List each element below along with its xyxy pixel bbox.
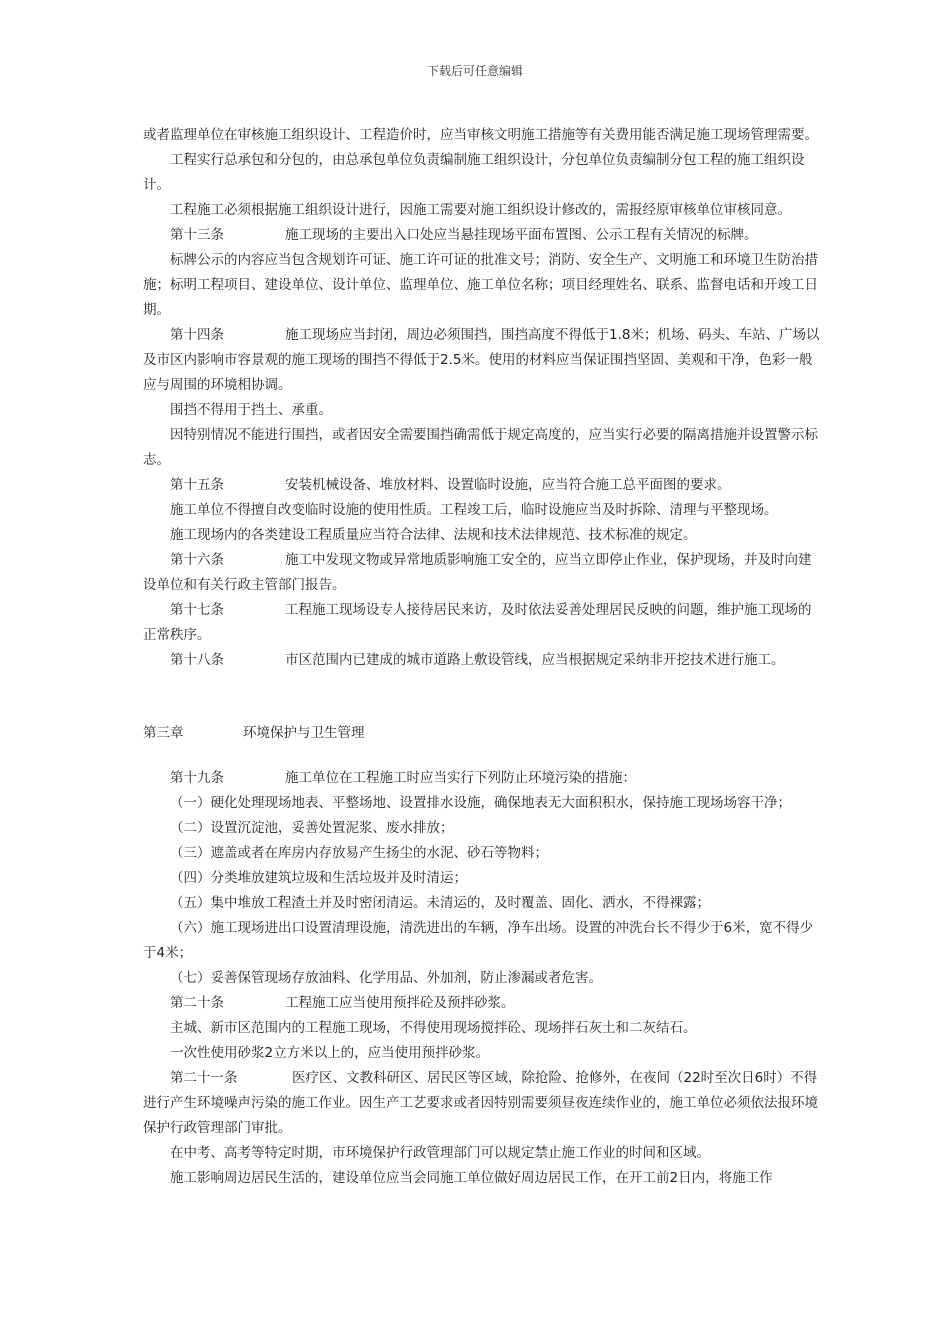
page-header: 下载后可任意编辑: [426, 64, 523, 78]
paragraph: 工程施工必须根据施工组织设计进行，因施工需要对施工组织设计修改的，需报经原审核单位审核同意。: [170, 202, 791, 218]
paragraph: 施工影响周边居民生活的，建设单位应当会同施工单位做好周边居民工作，在开工前2日内，将施工作: [170, 1170, 773, 1186]
article-text: 工程施工应当使用预拌砼及预拌砂浆。: [285, 995, 515, 1011]
paragraph: 在中考、高考等特定时期，市环境保护行政管理部门可以规定禁止施工作业的时间和区域。: [170, 1145, 710, 1161]
article-number: 第二十一条: [170, 1070, 238, 1086]
article-text: 施工现场应当封闭，周边必须围挡，围挡高度不得低于1.8米；机场、码头、车站、广场以及市区内影响市容景观的施工现场的围挡不得低于2.5米。使用的材料应当保证围挡坚固、美观和干净，色彩一般应与周围的环境相协调。: [143, 327, 820, 393]
article-18: [143, 648, 823, 673]
article-21: [143, 1066, 823, 1141]
document-body: [143, 123, 823, 1191]
article-19: [143, 766, 823, 791]
measure-item: （五）集中堆放工程渣土并及时密闭清运。未清运的，及时覆盖、固化、洒水，不得裸露；: [170, 895, 710, 911]
measure-item: （二）设置沉淀池，妥善处置泥浆、废水排放；: [170, 820, 454, 836]
measure-item: （三）遮盖或者在库房内存放易产生扬尘的水泥、砂石等物料；: [170, 845, 548, 861]
article-13: [143, 223, 823, 248]
article-number: 第十五条: [170, 477, 224, 493]
article-number: 第十三条: [170, 227, 224, 243]
chapter-title: 环境保护与卫生管理: [243, 725, 365, 741]
paragraph: 围挡不得用于挡土、承重。: [170, 402, 332, 418]
paragraph: 因特别情况不能进行围挡，或者因安全需要围挡确需低于规定高度的，应当实行必要的隔离措施并设置警示标志。: [143, 427, 818, 468]
article-number: 第十六条: [170, 552, 224, 568]
chapter-heading: [143, 721, 823, 746]
paragraph: 主城、新市区范围内的工程施工现场，不得使用现场搅拌砼、现场拌石灰土和二灰结石。: [170, 1020, 697, 1036]
article-14: [143, 323, 823, 398]
paragraph: 一次性使用砂浆2立方米以上的，应当使用预拌砂浆。: [170, 1045, 490, 1061]
paragraph: 施工单位不得擅自改变临时设施的使用性质。工程竣工后，临时设施应当及时拆除、清理与平整现场。: [170, 502, 778, 518]
article-16: [143, 548, 823, 598]
article-number: 第十九条: [170, 770, 224, 786]
article-15: [143, 473, 823, 498]
paragraph: 工程实行总承包和分包的，由总承包单位负责编制施工组织设计，分包单位负责编制分包工程的施工组织设计。: [143, 152, 805, 193]
article-17: [143, 598, 823, 648]
article-number: 第十四条: [170, 327, 224, 343]
article-text: 施工中发现文物或异常地质影响施工安全的，应当立即停止作业，保护现场，并及时向建设单位和有关行政主管部门报告。: [143, 552, 812, 593]
paragraph: 或者监理单位在审核施工组织设计、工程造价时，应当审核文明施工措施等有关费用能否满足施工现场管理需要。: [143, 127, 818, 143]
article-text: 医疗区、文教科研区、居民区等区域，除抢险、抢修外，在夜间（22时至次日6时）不得进行产生环境噪声污染的施工作业。因生产工艺要求或者因特别需要须昼夜连续作业的，施工单位必须依法报环境保护行政管理部门审批。: [143, 1070, 818, 1136]
article-text: 施工单位在工程施工时应当实行下列防止环境污染的措施：: [285, 770, 636, 786]
article-text: 施工现场的主要出入口处应当悬挂现场平面布置图、公示工程有关情况的标牌。: [285, 227, 758, 243]
article-number: 第十八条: [170, 652, 224, 668]
article-20: [143, 991, 823, 1016]
measure-item: （四）分类堆放建筑垃圾和生活垃圾并及时清运；: [170, 870, 467, 886]
article-text: 工程施工现场设专人接待居民来访，及时依法妥善处理居民反映的问题，维护施工现场的正常秩序。: [143, 602, 812, 643]
article-number: 第二十条: [170, 995, 224, 1011]
article-number: 第十七条: [170, 602, 224, 618]
measure-item: （七）妥善保管现场存放油料、化学用品、外加剂，防止渗漏或者危害。: [170, 970, 602, 986]
paragraph: 施工现场内的各类建设工程质量应当符合法律、法规和技术法律规范、技术标准的规定。: [170, 527, 697, 543]
chapter-number: 第三章: [143, 725, 184, 741]
measure-item: （六）施工现场进出口设置清理设施，清洗进出的车辆，净车出场。设置的冲洗台长不得少于6米，宽不得少于4米；: [143, 920, 814, 961]
measure-item: （一）硬化处理现场地表、平整场地、设置排水设施，确保地表无大面积积水，保持施工现场场容干净；: [170, 795, 791, 811]
article-text: 安装机械设备、堆放材料、设置临时设施，应当符合施工总平面图的要求。: [285, 477, 731, 493]
article-text: 市区范围内已建成的城市道路上敷设管线，应当根据规定采纳非开挖技术进行施工。: [285, 652, 785, 668]
paragraph: 标牌公示的内容应当包含规划许可证、施工许可证的批准文号；消防、安全生产、文明施工和环境卫生防治措施；标明工程项目、建设单位、设计单位、监理单位、施工单位名称；项目经理姓名、联系、监督电话和开竣工日期。: [143, 252, 818, 318]
